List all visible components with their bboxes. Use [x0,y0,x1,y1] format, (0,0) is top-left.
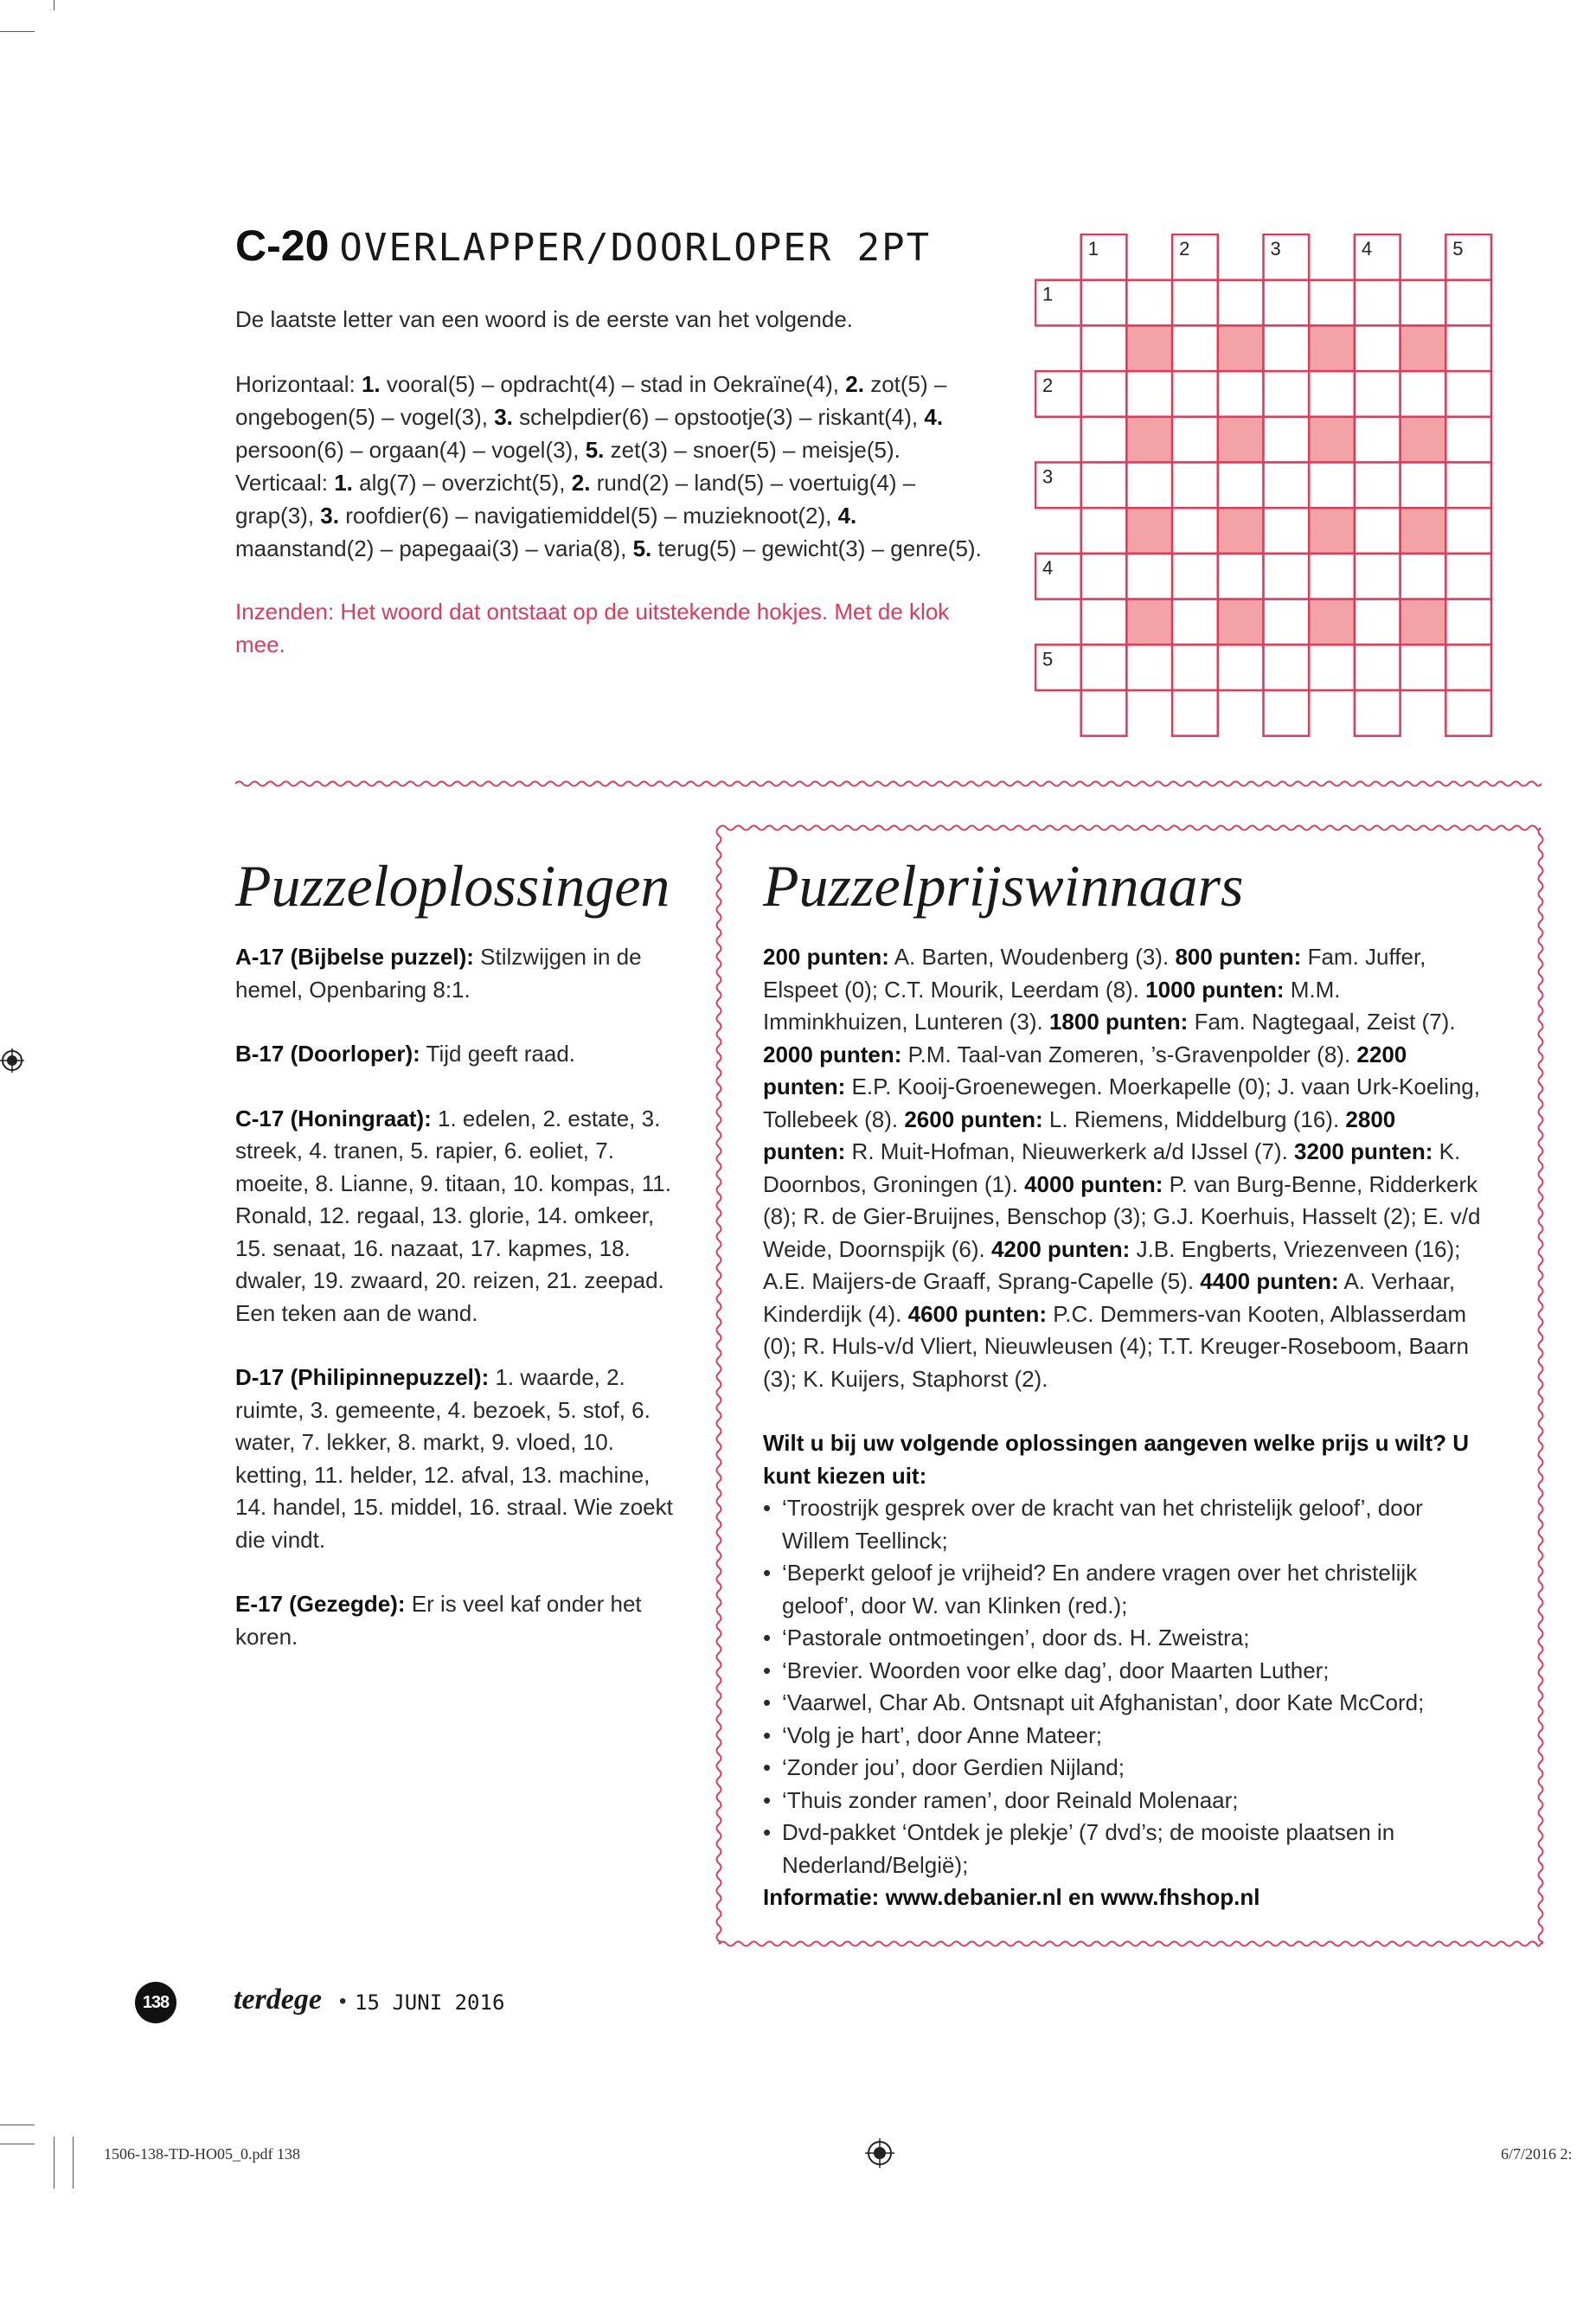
winner-group: 4600 punten: P.C. Demmers-van Kooten, Alblasserdam (0); R. Huls-v/d Vliert, Nieuwleusen (4); T.T. Kreuger-Roseboom, Baarn (3); K. Kuijers, Staphorst (2). [763,1300,1469,1392]
grid-cell [1264,508,1310,554]
grid-cell [1445,463,1491,509]
column-number: 3 [1270,238,1281,260]
row-number: 1 [1042,283,1054,305]
shaded-cell [1309,508,1355,554]
winner-group: 2000 punten: P.M. Taal-van Zomeren, ’s-Gravenpolder (8). [763,1041,1351,1067]
winner-group: 3200 punten: K. Doornbos, Groningen (1). [763,1138,1461,1197]
clue: 2. rund(2) – land(5) – voertuig(4) – grap(3), [235,470,916,529]
row-number: 2 [1042,375,1054,397]
prize-item: • ‘Pastorale ontmoetingen’, door ds. H. Zweistra; [763,1622,1481,1655]
grid-cell [1218,644,1264,690]
grid-cell [1126,554,1172,599]
prize-list [763,1492,1481,1881]
grid-cell [1309,463,1355,509]
grid-cell [1081,417,1127,463]
grid-cell [1264,554,1310,599]
solutions-title: Puzzeloplossingen [235,853,670,919]
shaded-cell [1401,599,1446,645]
grid-cell [1172,508,1218,554]
prize-item: • ‘Troostrijk gesprek over de kracht van het christelijk geloof’, door Willem Teellinck; [763,1492,1481,1557]
grid-cell [1309,371,1355,417]
grid-cell [1172,554,1218,599]
winner-group: 2800 punten: R. Muit-Hofman, Nieuwerkerk a/d IJssel (7). [763,1106,1396,1164]
grid-cell [1355,599,1401,645]
protruding-cell [1355,690,1401,736]
grid-cell [1172,371,1218,417]
wavy-divider [235,779,1542,789]
protruding-cell [1081,690,1127,736]
grid-cell [1401,554,1446,599]
grid-cell [1355,325,1401,371]
shaded-cell [1309,325,1355,371]
clue: 1. alg(7) – overzicht(5), [334,470,566,496]
shaded-cell [1401,508,1446,554]
grid-cell [1355,371,1401,417]
protruding-cell [1264,690,1310,736]
grid-cell [1445,417,1491,463]
prize-item: • Dvd-pakket ‘Ontdek je plekje’ (7 dvd’s; de mooiste plaatsen in Nederland/België); [763,1817,1481,1881]
grid-cell [1355,508,1401,554]
file-name: 1506-138-TD-HO05_0.pdf 138 [104,2145,300,2163]
grid-cell [1309,644,1355,690]
column-number: 4 [1361,238,1373,260]
column-number: 2 [1179,238,1190,260]
grid-cell [1445,508,1491,554]
puzzle-heading [235,221,931,271]
shaded-cell [1401,325,1446,371]
clue: 3. schelpdier(6) – opstootje(3) – riskant(4), [494,404,919,430]
clue: 5. zet(3) – snoer(5) – meisje(5). [585,437,901,463]
clue: 1. vooral(5) – opdracht(4) – stad in Oekraïne(4), [361,371,840,397]
grid-cell [1218,280,1264,326]
grid-cell [1081,463,1127,509]
winner-group: 4200 punten: J.B. Engberts, Vriezenveen (16); A.E. Maijers-de Graaff, Sprang-Capelle (5). [763,1235,1461,1294]
print-date: 6/7/2016 2: [1501,2145,1573,2163]
prize-item: • ‘Brevier. Woorden voor elke dag’, door Maarten Luther; [763,1655,1481,1688]
grid-cell [1264,463,1310,509]
prize-question: Wilt u bij uw volgende oplossingen aangeven welke prijs u wilt? U kunt kiezen uit: [763,1430,1469,1489]
row-number: 4 [1042,556,1054,579]
shaded-cell [1309,599,1355,645]
grid-cell [1355,644,1401,690]
grid-cell [1172,325,1218,371]
column-number: 1 [1087,238,1099,260]
grid-cell [1401,371,1446,417]
puzzle-intro: De laatste letter van een woord is de eerste van het volgende. [235,306,853,332]
solution-item: C-17 (Honingraat): 1. edelen, 2. estate, 3. streek, 4. tranen, 5. rapier, 6. eoliet, 7. moeite, 8. Lianne, 9. titaan, 10. kompas, 11. Ronald, 12. regaal, 13. glorie, 14. omkeer, 15. senaat, 16. nazaat, 17. kapmes, 18. dwaler, 19. zwaard, 20. reizen, 21. zeepad. Een teken aan de wand. [235,1105,671,1326]
puzzle-clues [235,368,997,565]
grid-cell [1445,644,1491,690]
solution-item: E-17 (Gezegde): Er is veel kaf onder het koren. [235,1591,642,1650]
vertical-clues [235,470,982,561]
grid-cell [1445,325,1491,371]
grid-cell [1172,463,1218,509]
grid-cell [1445,371,1491,417]
prize-item: • ‘Thuis zonder ramen’, door Reinald Molenaar; [763,1785,1481,1817]
grid-cell [1081,371,1127,417]
protruding-cell [1172,690,1218,736]
grid-cell [1172,644,1218,690]
shaded-cell [1309,417,1355,463]
shaded-cell [1218,417,1264,463]
grid-cell [1081,508,1127,554]
grid-cell [1126,280,1172,326]
grid-cell [1355,463,1401,509]
grid-cell [1218,371,1264,417]
grid-cell [1264,417,1310,463]
grid-cell [1309,280,1355,326]
winner-group: 200 punten: A. Barten, Woudenberg (3). [763,944,1170,970]
shaded-cell [1401,417,1446,463]
puzzle-title: OVERLAPPER/DOORLOPER 2PT [339,226,932,270]
solution-item: B-17 (Doorloper): Tijd geeft raad. [235,1041,576,1067]
grid-cell [1309,554,1355,599]
shaded-cell [1126,325,1172,371]
winners-list [763,941,1481,1395]
shaded-cell [1218,599,1264,645]
grid-cell [1445,554,1491,599]
winners-section [763,941,1481,1914]
grid-cell [1126,463,1172,509]
grid-cell [1218,463,1264,509]
winner-group: 2200 punten: E.P. Kooij-Groenewegen. Moerkapelle (0); J. vaan Urk-Koeling, Tollebeek (8). [763,1041,1480,1132]
grid-cell [1172,280,1218,326]
grid-cell [1401,463,1446,509]
grid-cell [1401,280,1446,326]
vertical-label: Verticaal: [235,470,328,496]
grid-cell [1081,554,1127,599]
page-number: 138 [135,1982,176,2023]
winner-group: 4000 punten: P. van Burg-Benne, Ridderkerk (8); R. de Gier-Bruijnes, Benschop (3); G.J. Koerhuis, Hasselt (2); E. v/d Weide, Doornspijk (6). [763,1170,1481,1262]
crossword-grid [1035,234,1545,744]
registration-mark-icon [865,2138,894,2168]
protruding-cell [1445,690,1491,736]
grid-cell [1355,554,1401,599]
solution-item: A-17 (Bijbelse puzzel): Stilzwijgen in de hemel, Openbaring 8:1. [235,944,642,1003]
winner-group: 4400 punten: A. Verhaar, Kinderdijk (4). [763,1268,1456,1327]
grid-cell [1401,644,1446,690]
grid-cell [1445,599,1491,645]
grid-cell [1126,644,1172,690]
prize-item: • ‘Beperkt geloof je vrijheid? En andere vragen over het christelijk geloof’, door W. van Klinken (red.); [763,1557,1481,1622]
solutions-list [235,941,685,1685]
magazine-logo: terdege [234,1984,322,2016]
shaded-cell [1126,417,1172,463]
shaded-cell [1218,508,1264,554]
grid-cell [1172,417,1218,463]
crop-mark [73,2137,74,2189]
registration-mark-icon [0,1048,24,1073]
clue: 2. zot(5) – ongebogen(5) – vogel(3), [235,371,947,430]
footer-separator: • [339,1990,347,2013]
solution-item: D-17 (Philipinnepuzzel): 1. waarde, 2. ruimte, 3. gemeente, 4. bezoek, 5. stof, 6. water, 7. lekker, 8. markt, 9. vloed, 10. ketting, 11. helder, 12. afval, 13. machine, 14. handel, 15. middel, 16. straal. Wie zoekt die vindt. [235,1364,673,1553]
winner-group: 2600 punten: L. Riemens, Middelburg (16). [904,1106,1340,1132]
winner-group: 800 punten: Fam. Juffer, Elspeet (0); C.T. Mourik, Leerdam (8). [763,944,1426,1003]
prize-item: • ‘Vaarwel, Char Ab. Ontsnapt uit Afghanistan’, door Kate McCord; [763,1687,1481,1720]
column-number: 5 [1452,238,1464,260]
horizontal-label: Horizontaal: [235,371,356,397]
grid-cell [1264,599,1310,645]
grid-cell [1355,417,1401,463]
grid-cell [1172,599,1218,645]
clue: 5. terug(5) – gewicht(3) – genre(5). [632,535,982,561]
shaded-cell [1126,508,1172,554]
grid-cell [1081,280,1127,326]
crop-mark [0,31,35,32]
prize-item: • ‘Volg je hart’, door Anne Mateer; [763,1720,1481,1753]
grid-cell [1264,280,1310,326]
clue: 4. persoon(6) – orgaan(4) – vogel(3), [235,404,944,463]
issue-date: 15 JUNI 2016 [355,1990,505,2015]
grid-cell [1081,325,1127,371]
winner-group: 1000 punten: M.M. Imminkhuizen, Lunteren (3). [763,976,1341,1035]
clue: 3. roofdier(6) – navigatiemiddel(5) – muzieknoot(2), [320,503,832,529]
grid-cell [1264,325,1310,371]
row-number: 3 [1042,465,1054,488]
puzzle-code: C-20 [235,221,330,270]
info-line: Informatie: www.debanier.nl en www.fhshop.nl [763,1884,1260,1910]
prize-item: • ‘Zonder jou’, door Gerdien Nijland; [763,1752,1481,1785]
winner-group: 1800 punten: Fam. Nagtegaal, Zeist (7). [1048,1009,1456,1035]
grid-cell [1126,371,1172,417]
grid-cell [1218,554,1264,599]
clue: 4. maanstand(2) – papegaai(3) – varia(8), [235,503,857,561]
shaded-cell [1126,599,1172,645]
grid-cell [1264,371,1310,417]
grid-cell [1355,280,1401,326]
winners-title: Puzzelprijswinnaars [763,853,1244,919]
grid-cell [1264,644,1310,690]
grid-cell [1445,280,1491,326]
shaded-cell [1218,325,1264,371]
row-number: 5 [1042,648,1054,670]
submit-instruction: Inzenden: Het woord dat ontstaat op de uitstekende hokjes. Met de klok mee. [235,599,950,657]
grid-cell [1081,599,1127,645]
grid-cell [1081,644,1127,690]
